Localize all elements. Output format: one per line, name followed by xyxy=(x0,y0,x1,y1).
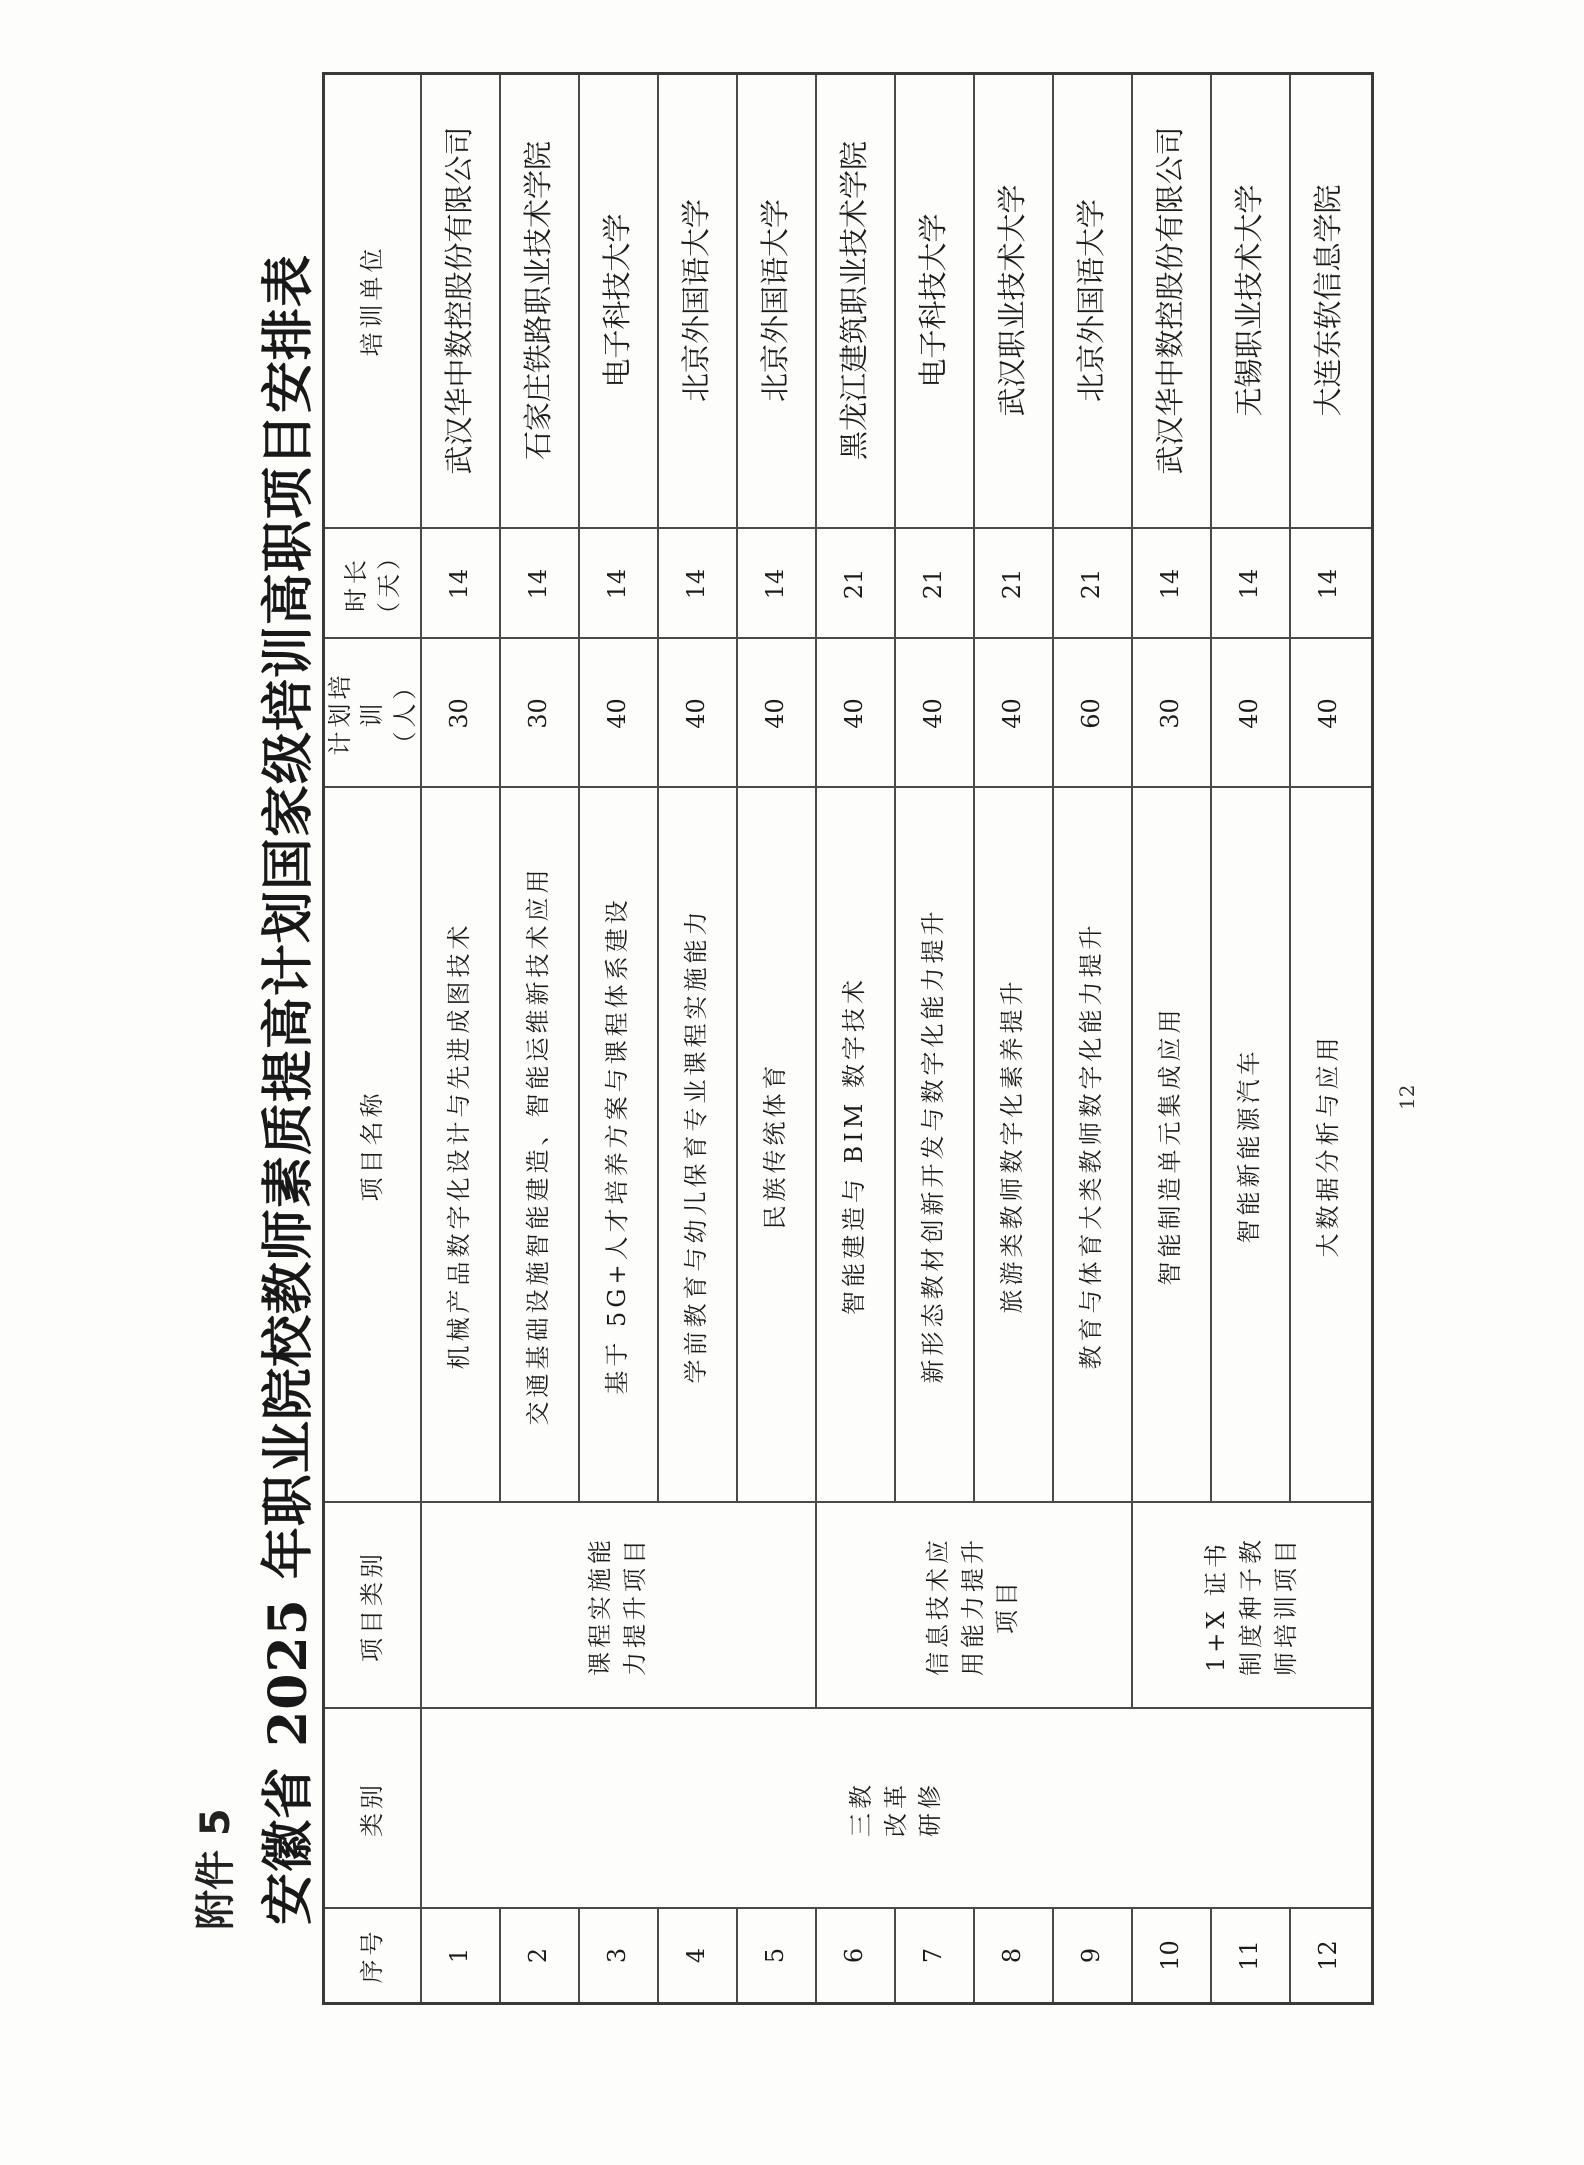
cell-seq: 12 xyxy=(1314,1940,1343,1971)
grid-hline xyxy=(1131,75,1133,1503)
cell-planned: 30 xyxy=(445,698,474,729)
cell-unit: 北京外国语大学 xyxy=(678,199,713,403)
grid-hline xyxy=(657,1909,659,2002)
cell-unit: 电子科技大学 xyxy=(915,213,950,388)
grid-hline xyxy=(1131,1909,1133,2002)
cell-seq: 8 xyxy=(998,1947,1027,1964)
cell-unit: 无锡职业技术大学 xyxy=(1231,184,1266,417)
project-type-it: 信息技术应用能力提升项目 xyxy=(923,1536,1022,1676)
cell-unit: 大连东软信息学院 xyxy=(1310,184,1345,417)
cell-planned: 40 xyxy=(840,698,869,729)
cell-seq: 2 xyxy=(524,1947,553,1964)
grid-hline xyxy=(973,1909,975,2002)
grid-hline xyxy=(499,75,501,1503)
page-number: 12 xyxy=(1395,1084,1419,1110)
cell-planned: 40 xyxy=(603,698,632,729)
cell-unit: 石家庄铁路职业技术学院 xyxy=(520,141,555,461)
header-category: 类别 xyxy=(358,1781,387,1837)
project-type-course: 课程实施能力提升项目 xyxy=(585,1536,649,1676)
cell-name: 智能制造单元集成应用 xyxy=(1156,1005,1185,1286)
table-row xyxy=(578,75,657,2002)
cell-days: 14 xyxy=(603,568,632,600)
cell-days: 21 xyxy=(840,568,869,600)
cell-seq: 9 xyxy=(1077,1947,1106,1964)
grid-hline xyxy=(736,75,738,1503)
cell-seq: 10 xyxy=(1156,1940,1185,1971)
cell-name: 教育与体育大类教师数字化能力提升 xyxy=(1077,921,1106,1370)
header-seq: 序号 xyxy=(358,1927,387,1984)
header-project-name: 项目名称 xyxy=(358,1089,387,1202)
grid-hline xyxy=(578,1909,580,2002)
grid-hline xyxy=(1210,1909,1212,2002)
grid-vline xyxy=(325,527,1371,529)
grid-hline xyxy=(578,75,580,1503)
grid-hline xyxy=(973,75,975,1503)
cell-days: 14 xyxy=(1314,568,1343,600)
cell-name: 学前教育与幼儿保育专业课程实施能力 xyxy=(682,907,711,1384)
table-row xyxy=(736,75,815,2002)
table-row xyxy=(1210,75,1289,2002)
cell-planned: 30 xyxy=(1156,698,1185,729)
cell-seq: 7 xyxy=(919,1947,948,1964)
cell-planned: 40 xyxy=(919,698,948,729)
grid-hline xyxy=(657,75,659,1503)
grid-hline xyxy=(499,1909,501,2002)
cell-days: 14 xyxy=(1235,568,1264,600)
grid-hline xyxy=(894,75,896,1503)
grid-hline xyxy=(815,1909,817,2002)
cell-days: 14 xyxy=(524,568,553,600)
cell-days: 21 xyxy=(998,568,1027,600)
grid-hline xyxy=(815,1503,817,1709)
cell-seq: 1 xyxy=(445,1947,474,1964)
grid-vline xyxy=(325,1707,1371,1709)
cell-name: 大数据分析与应用 xyxy=(1314,1033,1343,1258)
header-unit: 培训单位 xyxy=(358,244,387,357)
grid-vline xyxy=(325,637,1371,639)
cell-name: 旅游类教师数字化素养提升 xyxy=(998,977,1027,1314)
table-row xyxy=(973,75,1052,2002)
grid-vline xyxy=(325,1501,1371,1503)
attachment-label: 附件 5 xyxy=(193,1808,239,1930)
cell-name: 基于 5G+人才培养方案与课程体系建设 xyxy=(603,896,632,1395)
cell-unit: 武汉职业技术大学 xyxy=(994,184,1029,417)
cell-unit: 武汉华中数控股份有限公司 xyxy=(1152,126,1187,475)
cell-seq: 5 xyxy=(761,1947,790,1964)
grid-hline xyxy=(815,75,817,1503)
grid-hline xyxy=(1289,1909,1291,2002)
schedule-table xyxy=(322,72,1374,2005)
project-type-1x: 1+X 证书制度种子教师培训项目 xyxy=(1202,1536,1300,1676)
header-planned: 计划培训（人） xyxy=(325,671,419,756)
cell-days: 14 xyxy=(761,568,790,600)
cell-name: 智能建造与 BIM 数字技术 xyxy=(840,976,869,1315)
table-row xyxy=(499,75,578,2002)
grid-vline xyxy=(325,786,1371,788)
cell-planned: 40 xyxy=(1314,698,1343,729)
cell-days: 14 xyxy=(682,568,711,600)
cell-planned: 30 xyxy=(524,698,553,729)
cell-unit: 武汉华中数控股份有限公司 xyxy=(441,126,476,475)
category-cell: 三教改革研修 xyxy=(846,1781,945,1837)
cell-planned: 40 xyxy=(998,698,1027,729)
cell-name: 民族传统体育 xyxy=(761,1061,790,1230)
cell-seq: 3 xyxy=(603,1947,632,1964)
cell-seq: 6 xyxy=(840,1947,869,1964)
cell-planned: 40 xyxy=(682,698,711,729)
cell-seq: 11 xyxy=(1235,1940,1264,1971)
cell-unit: 电子科技大学 xyxy=(599,213,634,388)
cell-name: 交通基础设施智能建造、智能运维新技术应用 xyxy=(524,865,553,1426)
cell-name: 机械产品数字化设计与先进成图技术 xyxy=(445,921,474,1370)
grid-hline xyxy=(1289,75,1291,1503)
table-row xyxy=(894,75,973,2002)
table-row xyxy=(1131,75,1210,2002)
grid-hline xyxy=(736,1909,738,2002)
grid-hline xyxy=(1052,1909,1054,2002)
grid-vline xyxy=(325,1907,1371,1909)
grid-hline xyxy=(894,1909,896,2002)
document-title: 安徽省 2025 年职业院校教师素质提高计划国家级培训高职项目安排表 xyxy=(258,254,319,1925)
table-header xyxy=(325,75,420,2002)
grid-hline xyxy=(420,75,422,2002)
table-row xyxy=(657,75,736,2002)
cell-planned: 40 xyxy=(761,698,790,729)
cell-planned: 60 xyxy=(1077,698,1106,729)
grid-hline xyxy=(1052,75,1054,1503)
grid-hline xyxy=(1131,1503,1133,1709)
cell-unit: 黑龙江建筑职业技术学院 xyxy=(836,141,871,461)
header-duration: 时长（天） xyxy=(342,542,403,626)
cell-planned: 40 xyxy=(1235,698,1264,729)
table-row xyxy=(1289,75,1368,2002)
cell-name: 新形态教材创新开发与数字化能力提升 xyxy=(919,907,948,1384)
grid-hline xyxy=(1210,75,1212,1503)
cell-days: 21 xyxy=(919,568,948,600)
cell-days: 14 xyxy=(445,568,474,600)
header-project-type: 项目类别 xyxy=(358,1550,387,1662)
cell-days: 21 xyxy=(1077,568,1106,600)
cell-days: 14 xyxy=(1156,568,1185,600)
cell-seq: 4 xyxy=(682,1947,711,1964)
cell-unit: 北京外国语大学 xyxy=(1073,199,1108,403)
cell-unit: 北京外国语大学 xyxy=(757,199,792,403)
table-row xyxy=(1052,75,1131,2002)
table-row xyxy=(815,75,894,2002)
cell-name: 智能新能源汽车 xyxy=(1235,1047,1264,1244)
table-row xyxy=(420,75,499,2002)
